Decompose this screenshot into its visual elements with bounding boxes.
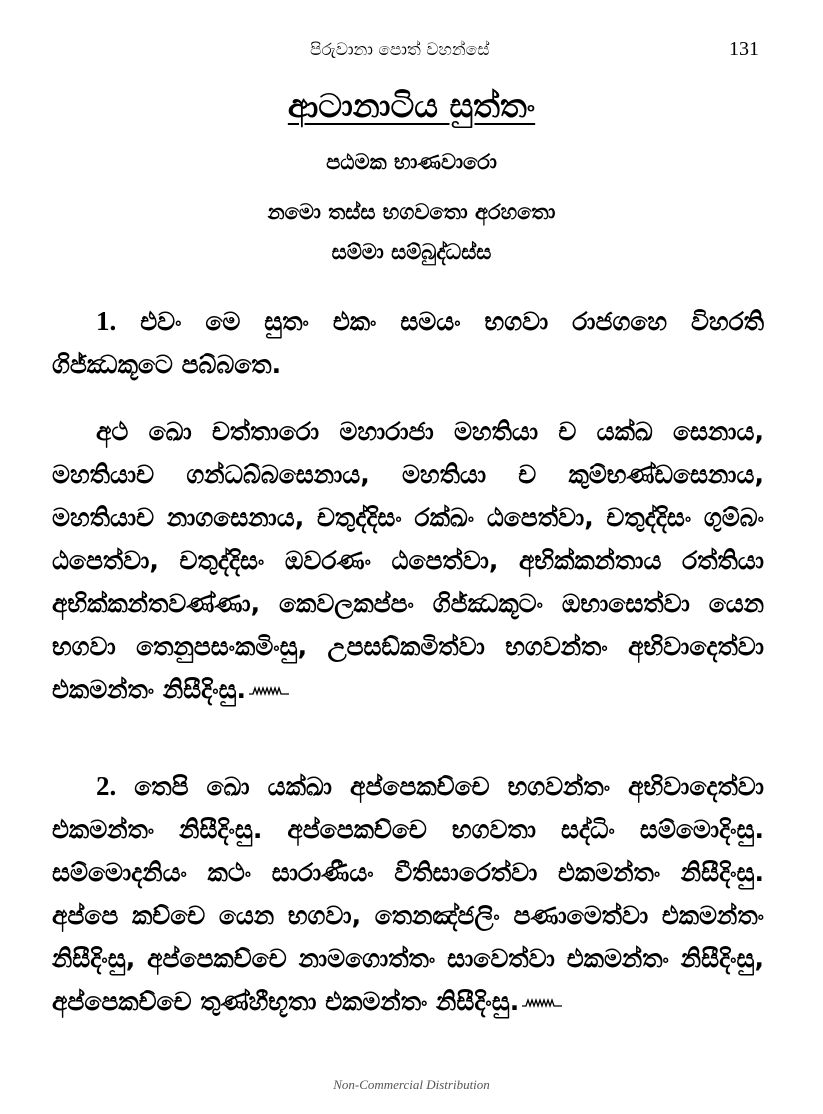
paragraph-3 bbox=[52, 765, 764, 1023]
paragraph-text: තෙපි ඛො යක්ඛා අප්පෙකච්චෙ භගවන්තං අභිවාදෙත්වා එකමන්තං නිසීදිංසු. අප්පෙකච්චෙ භගවතා සද්ධිං සම්මොදිංසු. සම්මොදනියං කථං සාරාණීයං වීතිසාරෙත්වා එකමන්තං නිසීදිංසු. අප්පෙ කච්චෙ යෙන භගවා, තෙනඤ්ජලිං පණාමෙත්වා එකමන්තං නිසීදිංසු, අප්පෙකච්චෙ නාමගොත්තං සාවෙත්වා එකමන්තං නිසීදිංසු, අප්පෙකච්චෙ තුණ්හීභූතා එකමන්තං නිසීදිංසු. bbox=[52, 772, 764, 1016]
paragraph-1 bbox=[52, 300, 764, 386]
homage-line-1: නමො තස්ස භගවතො අරහතො bbox=[267, 200, 556, 224]
sutta-title-block bbox=[0, 86, 823, 126]
paragraph-2 bbox=[52, 410, 764, 711]
sutta-title: ආටානාටිය සුත්තං bbox=[287, 86, 536, 125]
running-title: පිරුවානා පොත් වහන්සේ bbox=[310, 40, 490, 60]
paragraph-text: අථ ඛො චත්තාරො මහාරාජා මහතියා ච යක්ඛ සෙනාය, මහතියාච ගන්ධබ්බසෙනාය, මහතියා ච කුම්භණ්ඩසෙනාය, මහතියාච නාගසෙනාය, චතුද්දිසං රක්ඛං ඨපෙත්වා, චතුද්දිසං ගුම්බං ඨපෙත්වා, චතුද්දිසං ඔවරණං ඨපෙත්වා, අභික්කන්තාය රත්තියා අභික්කන්තවණ්ණා, කෙවලකප්පං ගිජ්ඣකූටං ඔභාසෙත්වා යෙන භගවා තෙනුපසංකමිංසු, උපසඞ්කමිත්වා භගවන්තං අභිවාදෙත්වා එකමන්තං නිසීදිංසු. bbox=[52, 417, 764, 704]
paragraph-number: 2. bbox=[96, 771, 117, 801]
squiggle-mark-icon bbox=[521, 996, 563, 1010]
page-number: 131 bbox=[729, 38, 759, 60]
squiggle-mark-icon bbox=[248, 684, 290, 698]
footer-note: Non-Commercial Distribution bbox=[333, 1077, 490, 1092]
bhanavara-heading: පඨමක භාණවාරො bbox=[326, 150, 497, 174]
paragraph-number: 1. bbox=[96, 306, 117, 336]
paragraph-text: එවං මෙ සුතං එකං සමයං භගවා රාජගහෙ විහරති ගිජ්ඣකූටෙ පබ්බතෙ. bbox=[52, 307, 764, 379]
homage-line-2: සම්මා සම්බුද්ධස්ස bbox=[331, 240, 492, 264]
page-header bbox=[0, 38, 823, 68]
